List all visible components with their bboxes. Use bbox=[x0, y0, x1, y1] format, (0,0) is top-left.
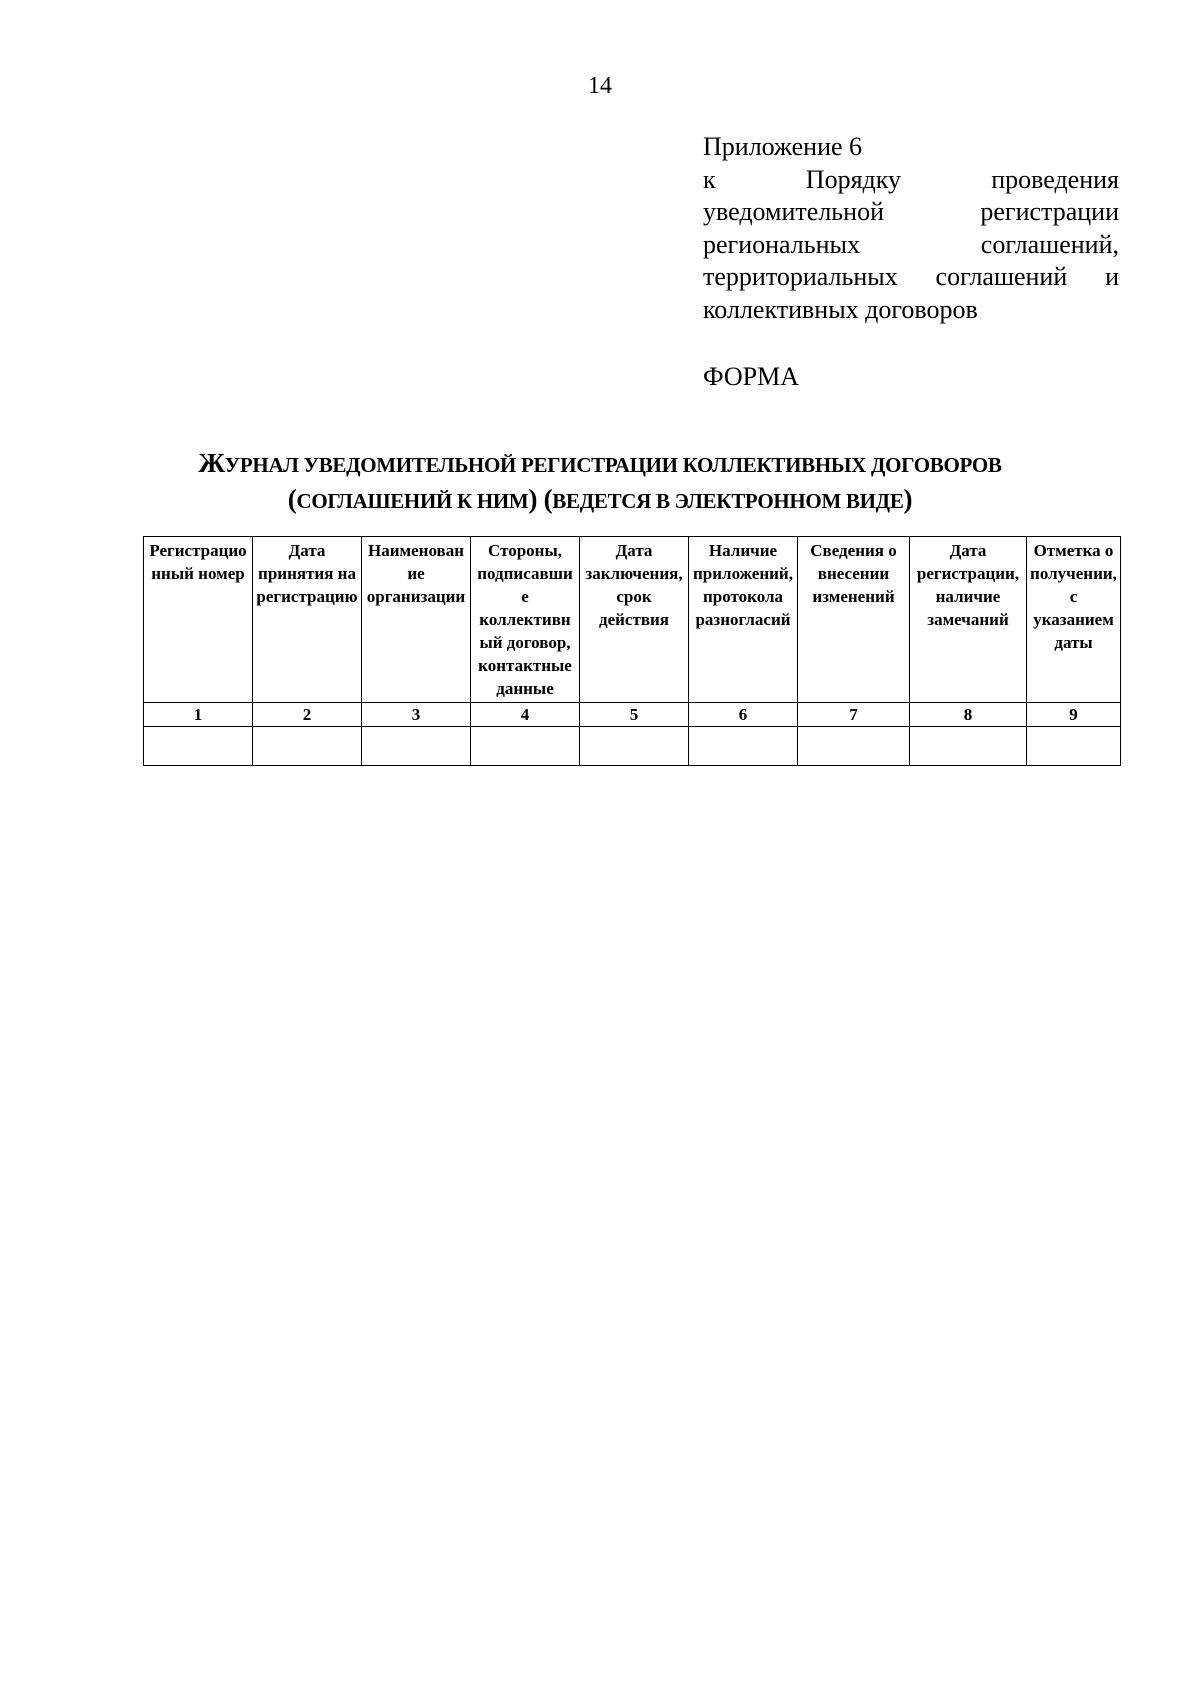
journal-title-initial: Ж bbox=[198, 448, 225, 478]
table-cell bbox=[580, 727, 689, 766]
registration-journal-table bbox=[143, 536, 1121, 766]
column-number-1: 1 bbox=[144, 703, 253, 727]
table-cell bbox=[1027, 727, 1121, 766]
table-cell bbox=[910, 727, 1027, 766]
column-number-5: 5 bbox=[580, 703, 689, 727]
journal-title-line-1-text: УРНАЛ УВЕДОМИТЕЛЬНОЙ РЕГИСТРАЦИИ КОЛЛЕКТИВНЫХ ДОГОВОРОВ bbox=[224, 453, 1002, 477]
column-number-8: 8 bbox=[910, 703, 1027, 727]
header-registration-date: Дата регистрации, наличие замечаний bbox=[910, 537, 1027, 703]
journal-title-line-2-text-2: ВЕДЕТСЯ В ЭЛЕКТРОННОМ ВИДЕ bbox=[552, 489, 904, 513]
table-cell bbox=[471, 727, 580, 766]
column-number-7: 7 bbox=[798, 703, 910, 727]
appendix-block bbox=[703, 131, 1119, 326]
header-acceptance-date: Дата принятия на регистрацию bbox=[253, 537, 362, 703]
appendix-title: Приложение 6 bbox=[703, 132, 863, 161]
header-receipt-mark: Отметка о получении, с указанием даты bbox=[1027, 537, 1121, 703]
table-row bbox=[144, 727, 1121, 766]
column-number-2: 2 bbox=[253, 703, 362, 727]
header-amendments: Сведения о внесении изменений bbox=[798, 537, 910, 703]
appendix-line-3: региональных соглашений, bbox=[703, 229, 1119, 259]
table-number-row bbox=[144, 703, 1121, 727]
journal-title bbox=[130, 446, 1070, 518]
journal-title-paren-mid: ) ( bbox=[528, 484, 553, 514]
journal-title-line-1 bbox=[130, 446, 1070, 482]
table-cell bbox=[362, 727, 471, 766]
table-cell bbox=[798, 727, 910, 766]
table-cell bbox=[253, 727, 362, 766]
column-number-3: 3 bbox=[362, 703, 471, 727]
page-number: 14 bbox=[588, 73, 612, 99]
appendix-line-1: к Порядку проведения bbox=[703, 164, 1119, 194]
appendix-line-4: территориальных соглашений и bbox=[703, 262, 1119, 291]
table-header-row bbox=[144, 537, 1121, 703]
appendix-line-5: коллективных договоров bbox=[703, 294, 978, 324]
journal-title-line-2-text-1: СОГЛАШЕНИЙ К НИМ bbox=[296, 489, 529, 513]
column-number-6: 6 bbox=[689, 703, 798, 727]
table-cell bbox=[144, 727, 253, 766]
table-cell bbox=[689, 727, 798, 766]
form-label: ФОРМА bbox=[703, 362, 799, 391]
header-signing-parties: Стороны, подписавшие коллективный договор, контактные данные bbox=[471, 537, 580, 703]
header-organization-name: Наименование организации bbox=[362, 537, 471, 703]
header-registration-number: Регистрационный номер bbox=[144, 537, 253, 703]
journal-title-paren-close: ) bbox=[903, 484, 913, 514]
header-conclusion-date: Дата заключения, срок действия bbox=[580, 537, 689, 703]
column-number-4: 4 bbox=[471, 703, 580, 727]
journal-title-line-2 bbox=[130, 482, 1070, 518]
header-attachments: Наличие приложений, протокола разногласий bbox=[689, 537, 798, 703]
journal-title-paren-open: ( bbox=[287, 484, 297, 514]
column-number-9: 9 bbox=[1027, 703, 1121, 727]
appendix-line-2: уведомительной регистрации bbox=[703, 197, 1119, 226]
